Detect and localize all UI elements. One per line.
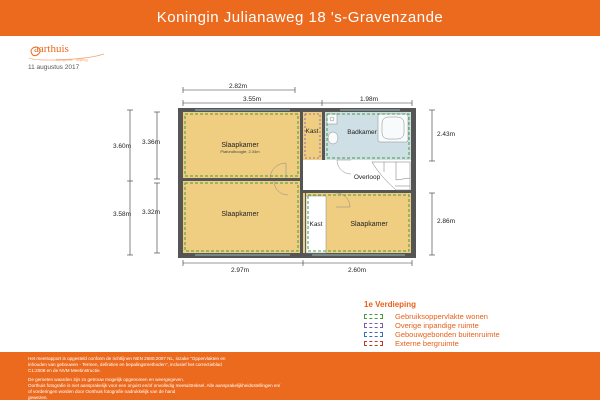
legend-item [364, 312, 500, 321]
label-badkamer: Badkamer [347, 129, 377, 136]
footer-disclaimer [0, 352, 600, 400]
legend-label: Overige inpandige ruimte [395, 321, 479, 330]
legend-swatch [364, 341, 383, 346]
label-kast-2: Kast [309, 221, 323, 228]
label-kast-1: Kast [305, 128, 319, 135]
legend-swatch [364, 323, 383, 328]
dim-left-inner-bottom: 3.32m [141, 209, 161, 216]
legend-title: 1e Verdieping [364, 300, 417, 309]
label-ceiling-height: Plafondhoogte: 2.34m [220, 149, 260, 154]
footer-line: C1:2008 en de NVM Meetinstructie. [28, 368, 101, 373]
logo-subtitle: fotografie · styling [56, 57, 88, 62]
footer-line: of vorderingen worden door Oorthuis fotografie nadrukkelijk van de hand [28, 389, 176, 394]
dim-top-3: 1.98m [359, 96, 379, 103]
legend-label: Externe bergruimte [395, 339, 459, 348]
label-slaapkamer-1: Slaapkamer [221, 142, 259, 149]
dim-right-bottom: 2.86m [436, 218, 456, 225]
page-title: Koningin Julianaweg 18 's-Gravenzande [156, 9, 444, 26]
footer-line: Het meetrapport is opgesteld conform de richtlijnen NEN 2580:2007 NL, inzake "Oppervlakten en [28, 356, 226, 361]
footer-line: Oorthuis fotografie is niet aansprakelijk voor een onjuist en/of onvolledig meetuittreksel. Alle aansprakelijkheidsstellingen en/ [28, 383, 281, 388]
logo-text: aarthuis [34, 43, 69, 55]
legend [364, 300, 500, 348]
room-kast-1 [303, 112, 322, 160]
label-slaapkamer-2: Slaapkamer [221, 211, 259, 218]
label-slaapkamer-3: Slaapkamer [350, 221, 388, 228]
legend-label: Gebouwgebonden buitenruimte [395, 330, 500, 339]
dim-bottom-1: 2.97m [230, 267, 250, 274]
dim-left-outer-bottom: 3.58m [112, 211, 132, 218]
legend-item [364, 321, 500, 330]
footer-line: De gemeten waarden zijn zo getrouw mogelijk opgenomen en weergegeven. [28, 377, 185, 382]
legend-item [364, 330, 500, 339]
footer-line: gewezen. [28, 395, 48, 400]
dim-top-1: 2.82m [228, 83, 248, 90]
legend-item [364, 339, 500, 348]
footer-line: inhouden van gebouwen - Termen, definities en bepalingsmethoden", inclusief het correctieblad [28, 362, 222, 367]
legend-swatch [364, 332, 383, 337]
dim-right-top: 2.43m [436, 131, 456, 138]
dim-top-2: 3.55m [242, 96, 262, 103]
label-overloop: Overloop [353, 174, 381, 181]
legend-swatch [364, 314, 383, 319]
legend-label: Gebruiksoppervlakte wonen [395, 312, 488, 321]
dim-left-outer-top: 3.60m [112, 143, 132, 150]
dim-bottom-2: 2.60m [347, 267, 367, 274]
report-date: 11 augustus 2017 [28, 64, 80, 71]
dim-left-inner-top: 3.36m [141, 139, 161, 146]
